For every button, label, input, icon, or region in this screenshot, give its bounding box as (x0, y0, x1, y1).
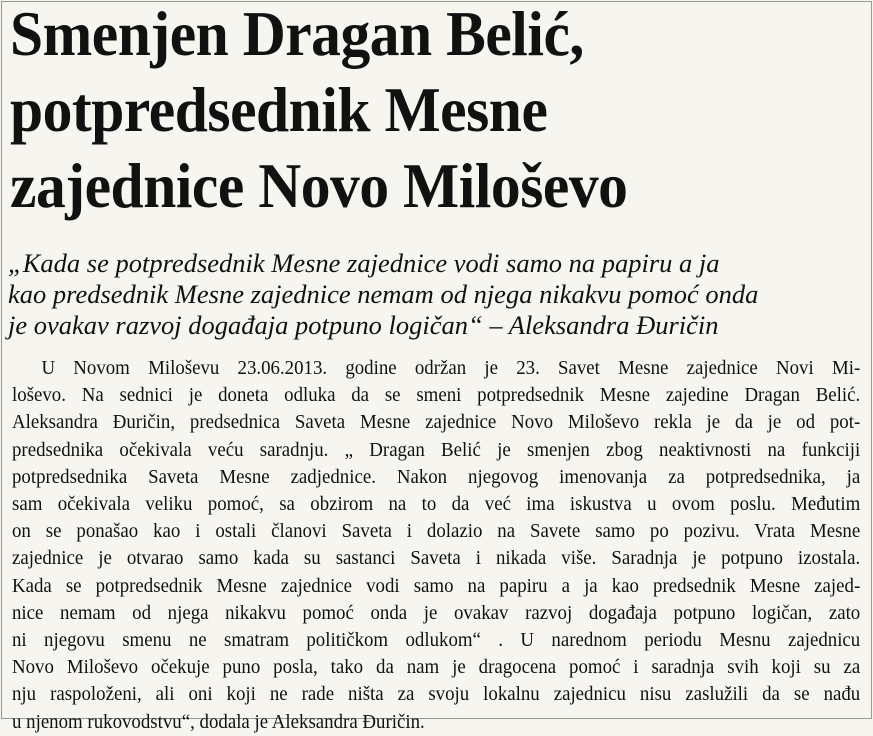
body-line: sam očekivala veliku pomoć, sa obzirom na to da već ima iskustva u ovom poslu. Međutim (12, 493, 861, 516)
body-line: Kada se potpredsednik Mesne zajednice vodi samo na papiru a ja kao predsednik Mesne zajed- (12, 574, 861, 597)
body-line: nju raspoloženi, ali oni koji ne rade ništa za svoju lokalnu zajednicu nisu zaslužili da se nađu (12, 683, 861, 706)
subheadline-line: kao predsednik Mesne zajednice nemam od njega nikakvu pomoć onda (8, 279, 759, 309)
body-line: Aleksandra Đuričin, predsednica Saveta Mesne zajednice Novo Miloševo rekla je da je od pot- (12, 411, 861, 434)
article-body (12, 355, 860, 736)
headline-line: potpredsednik Mesne (10, 74, 548, 145)
headline-line: Smenjen Dragan Belić, (10, 0, 584, 69)
body-line: U Novom Miloševu 23.06.2013. godine održan je 23. Savet Mesne zajednice Novi Mi- (41, 357, 861, 379)
body-line: nice nemam od njega nikakvu pomoć onda je ovakav razvoj događaja potpuno logičan, zato (12, 601, 861, 624)
body-line: u njenom rukovodstvu“, dodala je Aleksandra Đuričin. (12, 710, 425, 733)
body-line: on se ponašao kao i ostali članovi Saveta i dolazio na Savete samo po pozivu. Vrata Mesne (12, 520, 861, 543)
headline (10, 0, 860, 224)
body-line: predsednika očekivala veću saradnju. „ Dragan Belić je smenjen zbog neaktivnosti na funkciji (12, 438, 861, 461)
subheadline-quote (8, 248, 860, 341)
subheadline-line: „Kada se potpredsednik Mesne zajednice vodi samo na papiru a ja (8, 248, 720, 278)
body-line: potpredsednika Saveta Mesne zadjednice. Nakon njegovog imenovanja za potpredsednika, ja (12, 465, 861, 488)
body-line: loševo. Na sednici je doneta odluka da se smeni potpredsednik Mesne zajedine Dragan Belić. (12, 384, 861, 407)
body-line: Novo Miloševo očekuje puno posla, tako da nam je dragocena pomoć i saradnja svih koji su za (12, 656, 861, 679)
subheadline-line: je ovakav razvoj događaja potpuno logičan“ – Aleksandra Đuričin (8, 310, 719, 340)
headline-line: zajednice Novo Miloševo (10, 150, 628, 221)
body-line: zajednice je otvarao samo kada su sastanci Saveta i nikada više. Saradnja je potpuno izostala. (12, 547, 861, 570)
body-line: ni njegovu smenu ne smatram političkom odlukom“ . U narednom periodu Mesnu zajednicu (12, 629, 861, 652)
